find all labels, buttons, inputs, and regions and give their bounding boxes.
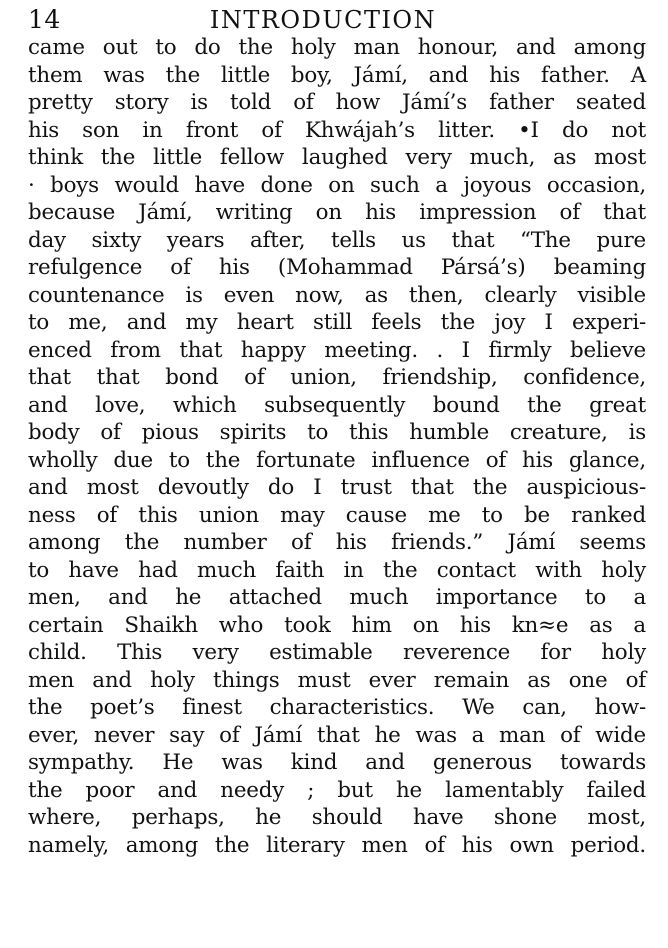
- text-line: that that bond of union, friendship, confidence,: [28, 365, 646, 390]
- text-line: and love, which subsequently bound the great: [28, 392, 646, 418]
- text-line: to me, and my heart still feels the joy I experi-: [28, 310, 646, 335]
- text-line: child. This very estimable reverence for holy: [28, 640, 646, 665]
- text-line: ever, never say of Jámí that he was a man of wide: [28, 722, 646, 748]
- text-line: think the little fellow laughed very much, as most: [28, 145, 646, 170]
- text-line: men, and he attached much importance to a: [28, 585, 646, 610]
- running-head-title: INTRODUCTION: [209, 6, 437, 34]
- text-line: them was the little boy, Jámí, and his father. A: [28, 62, 646, 88]
- text-line: sympathy. He was kind and generous towards: [28, 750, 646, 775]
- body-text: [28, 34, 646, 859]
- text-line: came out to do the holy man honour, and among: [28, 35, 646, 60]
- text-line: refulgence of his (Mohammad Pársá’s) beaming: [28, 255, 646, 280]
- text-line: his son in front of Khwájah’s litter. •I do not: [28, 117, 646, 143]
- running-head: [28, 4, 648, 36]
- text-line: pretty story is told of how Jámí’s father seated: [28, 90, 646, 115]
- text-line: among the number of his friends.” Jámí seems: [28, 530, 646, 555]
- text-line: and most devoutly do I trust that the auspicious-: [28, 475, 646, 500]
- text-line: the poet’s finest characteristics. We can, how-: [28, 695, 646, 720]
- text-line: because Jámí, writing on his impression of that: [28, 200, 646, 225]
- text-line: countenance is even now, as then, clearly visible: [28, 282, 646, 308]
- text-line: where, perhaps, he should have shone most,: [28, 805, 646, 830]
- text-line: the poor and needy ; but he lamentably failed: [28, 777, 646, 803]
- page-number: 14: [28, 5, 61, 34]
- text-line: ness of this union may cause me to be ranked: [28, 502, 646, 528]
- text-line: body of pious spirits to this humble creature, is: [28, 420, 646, 445]
- text-line: namely, among the literary men of his own period.: [28, 832, 646, 858]
- text-line: · boys would have done on such a joyous occasion,: [28, 172, 646, 198]
- text-line: men and holy things must ever remain as one of: [28, 667, 646, 693]
- text-line: enced from that happy meeting. . I firmly believe: [28, 337, 646, 363]
- text-line: to have had much faith in the contact with holy: [28, 557, 646, 583]
- text-line: certain Shaikh who took him on his kn≈e as a: [28, 612, 646, 638]
- text-line: wholly due to the fortunate influence of his glance,: [28, 447, 646, 473]
- text-line: day sixty years after, tells us that “The pure: [28, 227, 646, 253]
